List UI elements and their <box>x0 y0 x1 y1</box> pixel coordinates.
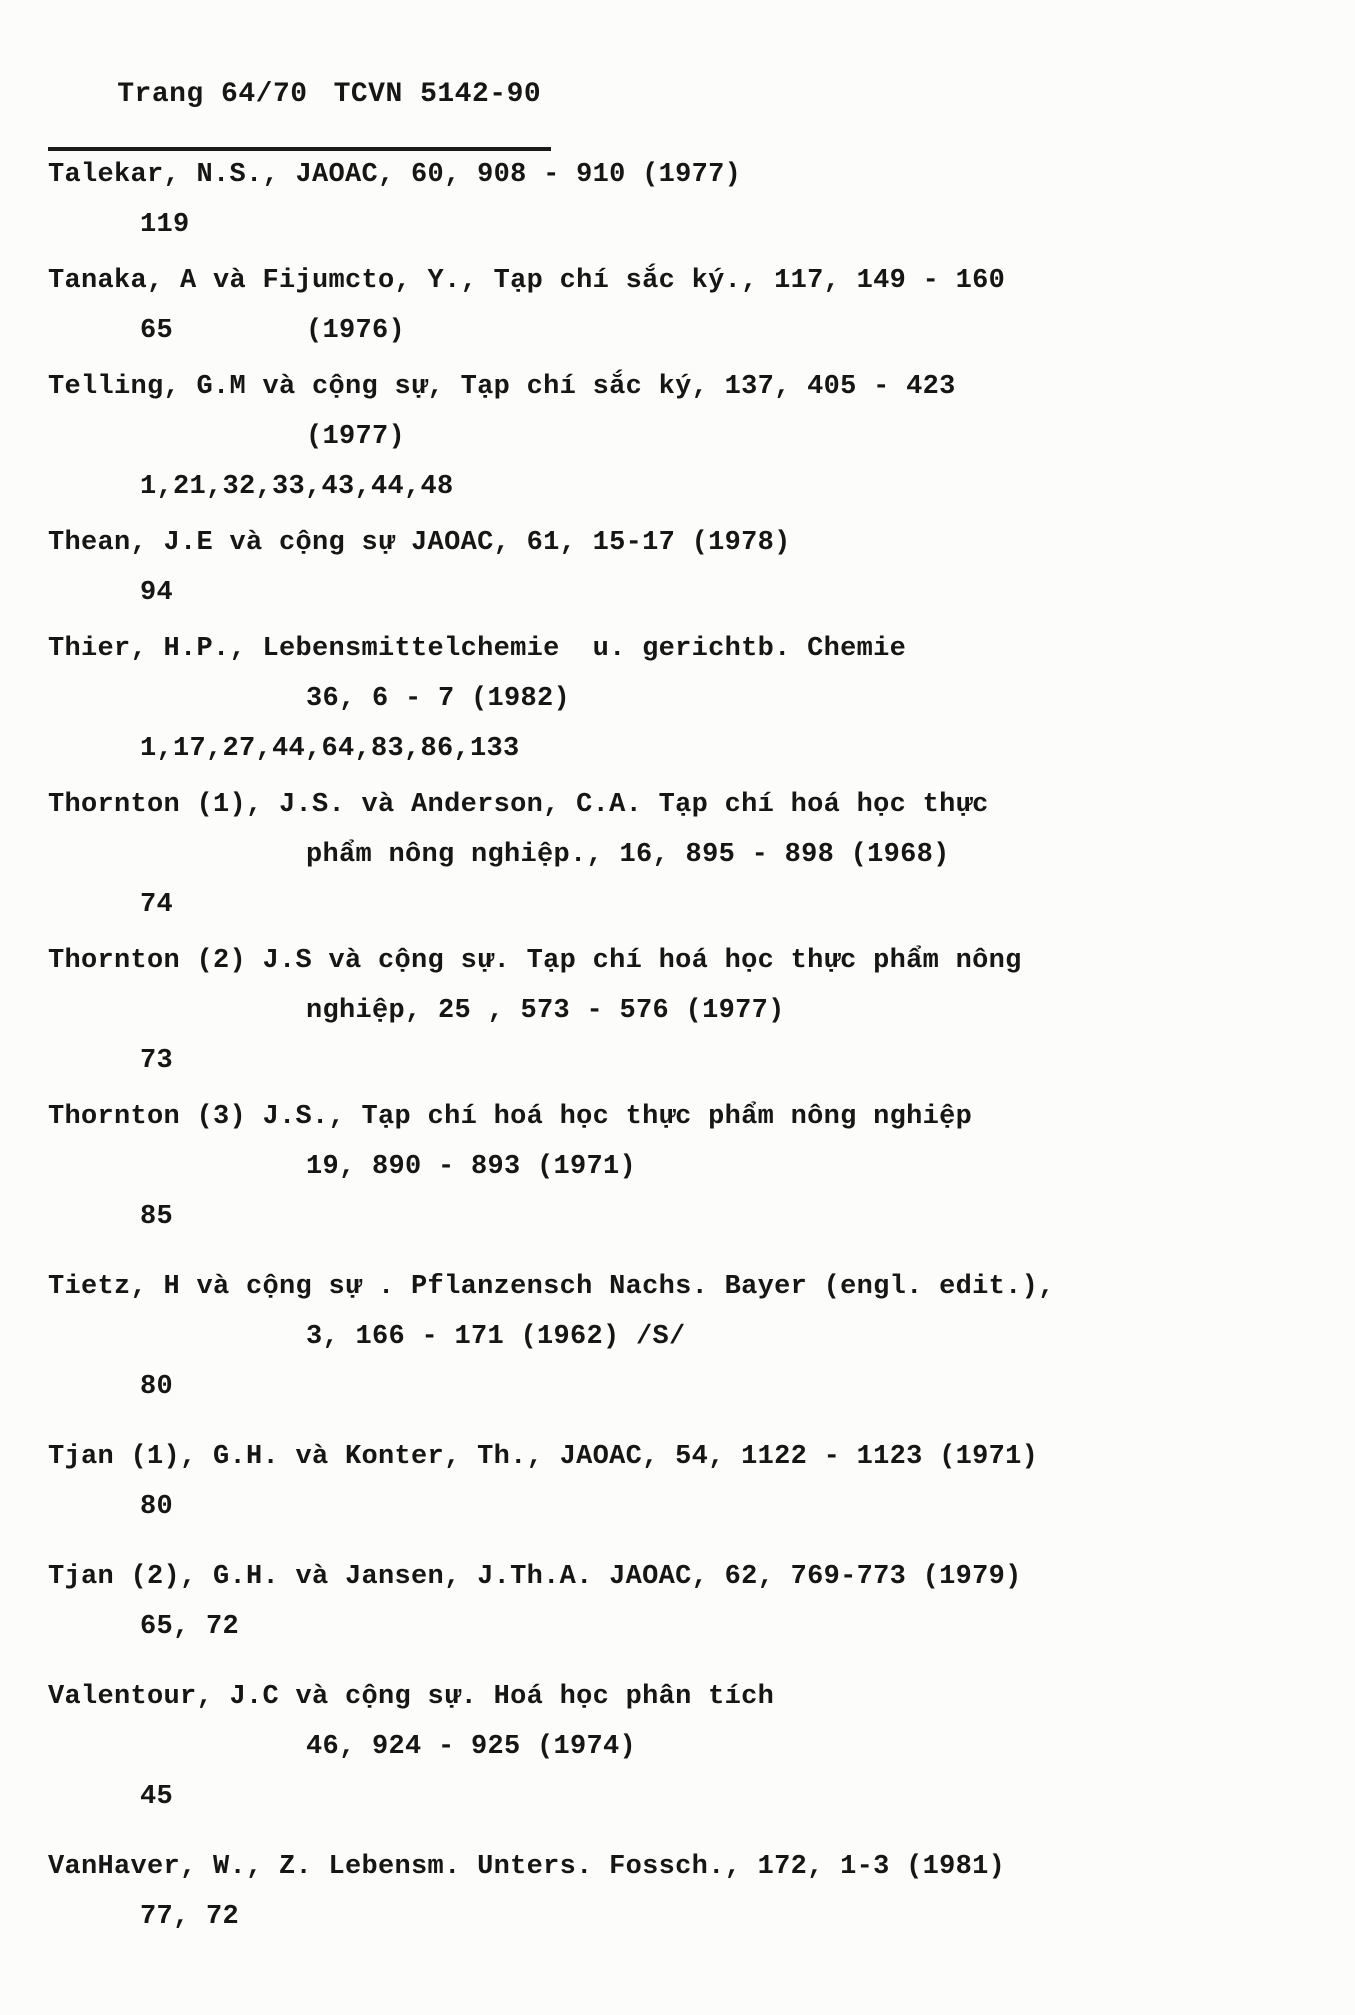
reference-line <box>48 1094 1348 1144</box>
reference-line <box>48 882 1348 932</box>
reference-line <box>48 832 1348 882</box>
reference-line <box>48 1434 1348 1484</box>
reference-text: 19, 890 - 893 (1971) <box>306 1152 637 1182</box>
reference-text: phẩm nông nghiệp., 16, 895 - 898 (1968) <box>306 840 950 870</box>
reference-text: 46, 924 - 925 (1974) <box>306 1732 637 1762</box>
reference-text: Tietz, H và cộng sự . Pflanzensch Nachs. Bayer (engl. edit.), <box>48 1272 1055 1302</box>
reference-index-numbers: 119 <box>140 210 190 240</box>
reference-line <box>48 1314 1348 1364</box>
reference-entry <box>48 520 1348 620</box>
reference-entry <box>48 152 1348 252</box>
reference-line <box>48 1674 1348 1724</box>
reference-line <box>48 1894 1348 1944</box>
reference-entry <box>48 1554 1348 1654</box>
reference-line <box>48 464 1348 514</box>
reference-line <box>48 1844 1348 1894</box>
reference-index-numbers: 45 <box>140 1782 174 1812</box>
reference-text: Telling, G.M và cộng sự, Tạp chí sắc ký, 137, 405 - 423 <box>48 372 956 402</box>
standard-number-label: TCVN 5142-90 <box>333 79 542 110</box>
references-list <box>48 152 1348 1964</box>
reference-index-numbers: 1,17,27,44,64,83,86,133 <box>140 734 520 764</box>
reference-text: Thean, J.E và cộng sự JAOAC, 61, 15-17 (1978) <box>48 528 791 558</box>
reference-line <box>48 414 1348 464</box>
reference-line <box>48 1364 1348 1414</box>
reference-text: Thier, H.P., Lebensmittelchemie u. gerichtb. Chemie <box>48 634 907 664</box>
reference-entry <box>48 1844 1348 1944</box>
reference-index-numbers: 80 <box>140 1372 174 1402</box>
reference-entry <box>48 1434 1348 1534</box>
reference-line <box>48 1724 1348 1774</box>
reference-text: Tjan (1), G.H. và Konter, Th., JAOAC, 54, 1122 - 1123 (1971) <box>48 1442 1039 1472</box>
reference-line <box>48 1484 1348 1534</box>
reference-entry <box>48 782 1348 932</box>
page-number-label: Trang 64/70 <box>117 79 308 110</box>
reference-line <box>48 1194 1348 1244</box>
reference-text: 36, 6 - 7 (1982) <box>306 684 571 714</box>
reference-line <box>48 1774 1348 1824</box>
reference-text: Thornton (1), J.S. và Anderson, C.A. Tạp chí hoá học thực <box>48 790 989 820</box>
reference-entry <box>48 626 1348 776</box>
page-header <box>48 48 551 151</box>
reference-line <box>48 626 1348 676</box>
reference-index-numbers: 74 <box>140 890 174 920</box>
reference-text: nghiệp, 25 , 573 - 576 (1977) <box>306 996 785 1026</box>
reference-line <box>48 1604 1348 1654</box>
reference-entry <box>48 938 1348 1088</box>
reference-line <box>48 938 1348 988</box>
reference-entry <box>48 364 1348 514</box>
reference-line <box>48 152 1348 202</box>
reference-line <box>48 726 1348 776</box>
reference-text: Tjan (2), G.H. và Jansen, J.Th.A. JAOAC, 62, 769-773 (1979) <box>48 1562 1022 1592</box>
reference-index-numbers: 65 <box>140 316 174 346</box>
reference-index-numbers: 85 <box>140 1202 174 1232</box>
reference-entry <box>48 258 1348 358</box>
reference-entry <box>48 1094 1348 1244</box>
reference-index-numbers: 80 <box>140 1492 174 1522</box>
reference-line <box>48 676 1348 726</box>
reference-index-numbers: 77, 72 <box>140 1902 240 1932</box>
reference-line <box>48 782 1348 832</box>
reference-line <box>48 1038 1348 1088</box>
reference-text: Tanaka, A và Fijumcto, Y., Tạp chí sắc ký., 117, 149 - 160 <box>48 266 1006 296</box>
reference-index-numbers: 1,21,32,33,43,44,48 <box>140 472 454 502</box>
reference-line <box>48 988 1348 1038</box>
reference-text: (1977) <box>306 422 406 452</box>
reference-text: VanHaver, W., Z. Lebensm. Unters. Fossch., 172, 1-3 (1981) <box>48 1852 1006 1882</box>
reference-line <box>48 570 1348 620</box>
reference-entry <box>48 1264 1348 1414</box>
reference-line <box>48 364 1348 414</box>
reference-line <box>48 202 1348 252</box>
reference-index-numbers: 73 <box>140 1046 174 1076</box>
reference-text: Valentour, J.C và cộng sự. Hoá học phân tích <box>48 1682 775 1712</box>
reference-entry <box>48 1674 1348 1824</box>
reference-text: Thornton (2) J.S và cộng sự. Tạp chí hoá học thực phẩm nông <box>48 946 1022 976</box>
reference-line <box>48 258 1348 308</box>
reference-line <box>48 308 1348 358</box>
reference-text: (1976) <box>306 316 406 346</box>
reference-index-numbers: 65, 72 <box>140 1612 240 1642</box>
reference-text: Talekar, N.S., JAOAC, 60, 908 - 910 (1977) <box>48 160 742 190</box>
reference-line <box>48 1554 1348 1604</box>
reference-line <box>48 520 1348 570</box>
reference-line <box>48 1144 1348 1194</box>
reference-line <box>48 1264 1348 1314</box>
reference-index-numbers: 94 <box>140 578 174 608</box>
reference-text: 3, 166 - 171 (1962) /S/ <box>306 1322 686 1352</box>
reference-text: Thornton (3) J.S., Tạp chí hoá học thực phẩm nông nghiệp <box>48 1102 973 1132</box>
